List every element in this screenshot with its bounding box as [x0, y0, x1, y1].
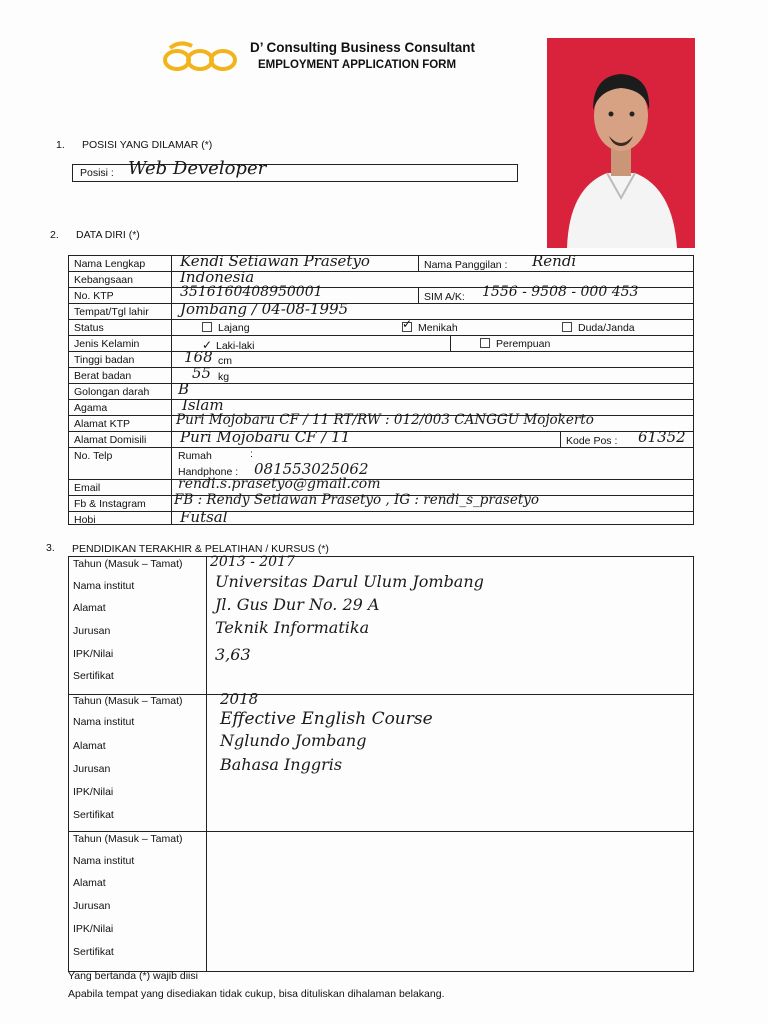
label-jurusan: Jurusan — [73, 763, 111, 775]
label-alamat-domisili: Alamat Domisili — [74, 434, 147, 446]
entry1-alamat[interactable]: Jl. Gus Dur No. 29 A — [215, 595, 380, 614]
status-menikah[interactable] — [402, 317, 458, 334]
check-mark-icon: ✓ — [202, 338, 213, 352]
section2-title: DATA DIRI (*) — [76, 229, 140, 241]
gender-option-perempuan: Perempuan — [496, 338, 551, 350]
gender-perempuan[interactable] — [480, 338, 550, 350]
value-golongan-darah[interactable]: B — [178, 380, 190, 398]
col-divider — [560, 432, 561, 448]
entry2-alamat[interactable]: Nglundo Jombang — [220, 731, 367, 750]
checkbox-icon — [562, 322, 572, 332]
value-no-ktp[interactable]: 3516160408950001 — [180, 284, 323, 300]
label-status: Status — [74, 322, 104, 334]
label-berat: Berat badan — [74, 370, 132, 382]
label-no-ktp: No. KTP — [74, 290, 114, 302]
label-sertifikat: Sertifikat — [73, 946, 114, 958]
section2-number: 2. — [50, 229, 59, 241]
label-alamat-ktp: Alamat KTP — [74, 418, 131, 430]
label-ipk: IPK/Nilai — [73, 786, 114, 798]
entry2-institut[interactable]: Effective English Course — [220, 709, 433, 729]
entry1-tahun[interactable]: 2013 - 2017 — [210, 554, 295, 570]
label-rumah: Rumah — [178, 450, 212, 462]
value-kebangsaan[interactable]: Indonesia — [180, 268, 255, 286]
label-tahun: Tahun (Masuk – Tamat) — [73, 558, 183, 570]
col-divider — [171, 255, 172, 525]
entry1-ipk[interactable]: 3,63 — [215, 645, 251, 664]
label-hobi: Hobi — [74, 514, 96, 526]
value-alamat-domisili[interactable]: Puri Mojobaru CF / 11 — [180, 428, 351, 446]
value-nama-lengkap[interactable]: Kendi Setiawan Prasetyo — [180, 252, 370, 270]
label-ttl: Tempat/Tgl lahir — [74, 306, 149, 318]
value-tinggi[interactable]: 168 — [184, 348, 213, 366]
entry-divider — [68, 556, 694, 832]
label-sim: SIM A/K: — [424, 291, 465, 303]
value-hobi[interactable]: Futsal — [180, 508, 228, 526]
status-option-menikah: Menikah — [418, 322, 458, 334]
section1-title: POSISI YANG DILAMAR (*) — [82, 139, 213, 151]
label-tahun: Tahun (Masuk – Tamat) — [73, 695, 183, 707]
col-divider — [418, 255, 419, 272]
label-agama: Agama — [74, 402, 108, 414]
value-handphone[interactable]: 081553025062 — [254, 460, 369, 478]
status-lajang[interactable] — [202, 322, 250, 334]
value-ttl[interactable]: Jombang / 04-08-1995 — [180, 300, 349, 318]
label-sertifikat: Sertifikat — [73, 809, 114, 821]
value-agama[interactable]: Islam — [182, 396, 224, 414]
label-handphone: Handphone : — [178, 466, 239, 478]
form-title: EMPLOYMENT APPLICATION FORM — [258, 59, 457, 71]
company-name: D’ Consulting Business Consultant — [250, 40, 476, 55]
value-email[interactable]: rendi.s.prasetyo@gmail.com — [178, 476, 381, 492]
label-alamat: Alamat — [73, 602, 106, 614]
label-ipk: IPK/Nilai — [73, 648, 114, 660]
label-ipk: IPK/Nilai — [73, 923, 114, 935]
value-rumah[interactable]: : — [250, 448, 253, 460]
footer-note-required: Yang bertanda (*) wajib diisi — [68, 970, 198, 982]
position-value[interactable]: Web Developer — [128, 158, 267, 179]
label-nama-institut: Nama institut — [73, 580, 135, 592]
value-berat[interactable]: 55 — [192, 364, 212, 382]
label-nama-lengkap: Nama Lengkap — [74, 258, 146, 270]
label-no-telp: No. Telp — [74, 450, 113, 462]
value-alamat-ktp[interactable]: Puri Mojobaru CF / 11 RT/RW : 012/003 CANGGU Mojokerto — [176, 412, 594, 428]
unit-tinggi: cm — [218, 355, 232, 367]
label-jurusan: Jurusan — [73, 625, 111, 637]
status-option-lajang: Lajang — [218, 322, 250, 334]
value-fb-instagram[interactable]: FB : Rendy Setiawan Prasetyo , IG : rendi_s_prasetyo — [174, 492, 540, 508]
entry2-tahun[interactable]: 2018 — [220, 690, 259, 708]
section3-title: PENDIDIKAN TERAKHIR & PELATIHAN / KURSUS (*) — [72, 543, 329, 555]
entry1-institut[interactable]: Universitas Darul Ulum Jombang — [215, 572, 484, 591]
company-logo — [160, 38, 240, 76]
applicant-photo — [547, 38, 695, 248]
entry2-jurusan[interactable]: Bahasa Inggris — [220, 755, 343, 774]
label-tahun: Tahun (Masuk – Tamat) — [73, 833, 183, 845]
footer-note-space: Apabila tempat yang disediakan tidak cukup, bisa dituliskan dihalaman belakang. — [68, 988, 445, 1000]
checkbox-checked-icon: ✓ — [402, 317, 413, 331]
label-nama-institut: Nama institut — [73, 716, 135, 728]
label-kebangsaan: Kebangsaan — [74, 274, 133, 286]
col-divider — [450, 336, 451, 352]
label-jurusan: Jurusan — [73, 900, 111, 912]
label-tinggi: Tinggi badan — [74, 354, 135, 366]
value-kode-pos[interactable]: 61352 — [638, 428, 686, 446]
gender-option-laki: Laki-laki — [216, 340, 255, 352]
position-label: Posisi : — [80, 167, 114, 179]
label-sertifikat: Sertifikat — [73, 670, 114, 682]
section1-number: 1. — [56, 139, 65, 151]
checkbox-icon — [202, 322, 212, 332]
status-option-duda-janda: Duda/Janda — [578, 322, 635, 334]
label-kode-pos: Kode Pos : — [566, 435, 618, 447]
label-email: Email — [74, 482, 101, 494]
entry1-jurusan[interactable]: Teknik Informatika — [215, 618, 370, 637]
unit-berat: kg — [218, 371, 230, 383]
label-alamat: Alamat — [73, 740, 106, 752]
value-sim[interactable]: 1556 - 9508 - 000 453 — [482, 284, 639, 300]
label-nama-panggilan: Nama Panggilan : — [424, 259, 508, 271]
status-duda-janda[interactable] — [562, 322, 635, 334]
label-alamat: Alamat — [73, 877, 106, 889]
section3-number: 3. — [46, 542, 55, 554]
col-divider — [418, 288, 419, 304]
label-fb-instagram: Fb & Instagram — [74, 498, 146, 510]
value-nama-panggilan[interactable]: Rendi — [532, 252, 577, 270]
label-nama-institut: Nama institut — [73, 855, 135, 867]
label-jenis-kelamin: Jenis Kelamin — [74, 338, 140, 350]
label-golongan-darah: Golongan darah — [74, 386, 150, 398]
checkbox-icon — [480, 338, 490, 348]
